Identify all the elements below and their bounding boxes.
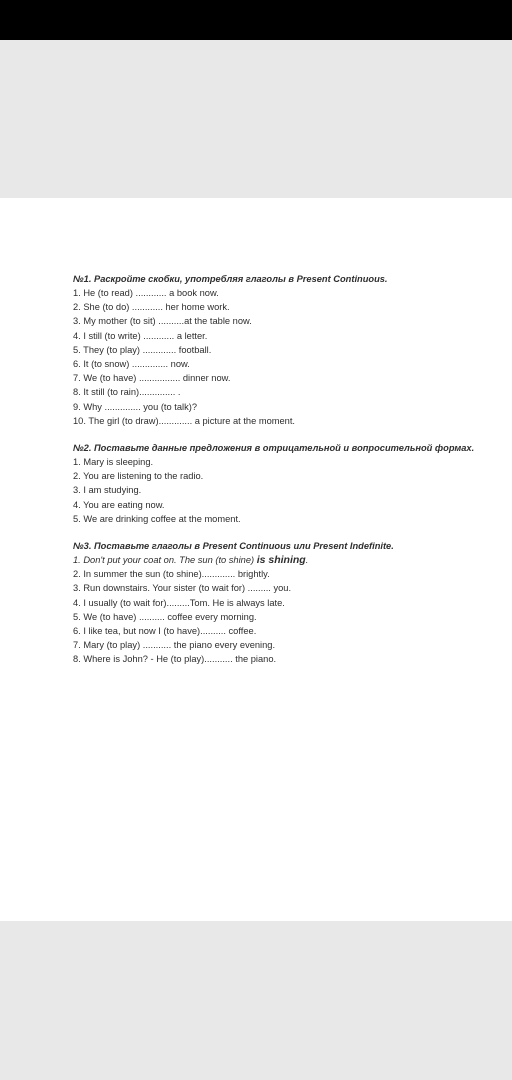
exercise-3 bbox=[73, 539, 503, 667]
exercise-1 bbox=[73, 272, 503, 428]
exercise-1-item-1: 1. He (to read) ............ a book now. bbox=[73, 288, 219, 298]
exercise-3-item-4: 4. I usually (to wait for).........Tom. He is always late. bbox=[73, 597, 285, 608]
exercise-3-heading: №3. Поставьте глаголы в Present Continuous или Present Indefinite. bbox=[73, 541, 394, 552]
exercise-3-example-text: 1. Don't put your coat on. The sun (to shine) bbox=[73, 555, 257, 566]
exercise-3-item-3: 3. Run downstairs. Your sister (to wait for) ......... you. bbox=[73, 583, 292, 594]
exercise-3-item-2: 2. In summer the sun (to shine)............. brightly. bbox=[73, 569, 270, 580]
exercise-3-example-end: . bbox=[305, 555, 309, 566]
exercise-1-item-8: 8. It still (to rain).............. . bbox=[73, 387, 181, 398]
exercise-1-item-7: 7. We (to have) ................ dinner now. bbox=[73, 373, 231, 384]
exercise-3-item-8: 8. Where is John? - He (to play)........... the piano. bbox=[73, 654, 277, 665]
exercise-2-item-2: 2. You are listening to the radio. bbox=[73, 471, 204, 482]
worksheet-content bbox=[73, 272, 503, 680]
worksheet-page bbox=[0, 198, 512, 921]
exercise-2-item-3: 3. I am studying. bbox=[73, 485, 142, 496]
exercise-1-item-4: 4. I still (to write) ............ a letter. bbox=[73, 330, 208, 341]
exercise-3-example-answer: is shining bbox=[256, 554, 306, 567]
exercise-2-item-1: 1. Mary is sleeping. bbox=[73, 457, 154, 468]
exercise-2-item-4: 4. You are eating now. bbox=[73, 499, 165, 510]
exercise-1-item-10: 10. The girl (to draw)............. a picture at the moment. bbox=[73, 415, 296, 426]
exercise-1-item-5: 5. They (to play) ............. football. bbox=[73, 344, 212, 355]
exercise-1-item-3: 3. My mother (to sit) ..........at the table now. bbox=[73, 316, 252, 327]
exercise-1-item-6: 6. It (to snow) .............. now. bbox=[73, 359, 190, 370]
exercise-3-item-5: 5. We (to have) .......... coffee every morning. bbox=[73, 611, 257, 622]
exercise-3-example bbox=[73, 553, 503, 567]
exercise-3-item-6: 6. I like tea, but now I (to have).......... coffee. bbox=[73, 626, 257, 637]
exercise-2 bbox=[73, 441, 503, 526]
top-status-bar bbox=[0, 0, 512, 40]
exercise-3-item-7: 7. Mary (to play) ........... the piano every evening. bbox=[73, 640, 276, 651]
exercise-2-item-5: 5. We are drinking coffee at the moment. bbox=[73, 513, 241, 524]
exercise-1-heading: №1. Раскройте скобки, употребляя глаголы в Present Continuous. bbox=[73, 274, 388, 284]
exercise-2-heading: №2. Поставьте данные предложения в отрицательной и вопросительной формах. bbox=[73, 443, 475, 454]
exercise-1-item-2: 2. She (to do) ............ her home work. bbox=[73, 302, 230, 313]
exercise-1-item-9: 9. Why .............. you (to talk)? bbox=[73, 401, 197, 412]
